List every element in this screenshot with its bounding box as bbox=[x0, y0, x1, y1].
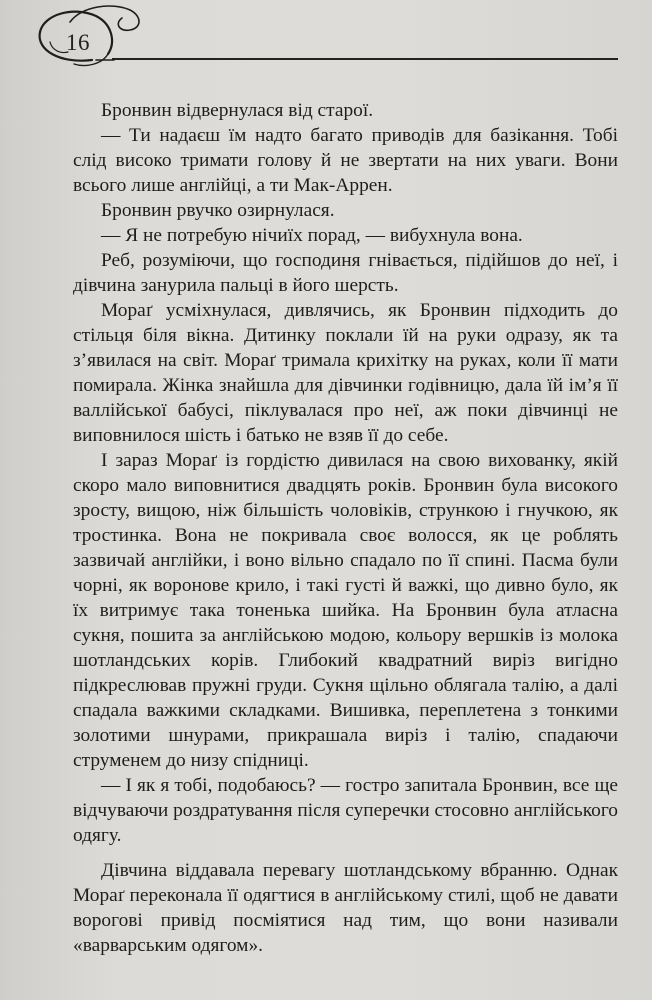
paragraph: Реб, розуміючи, що господиня гнівається, підійшов до неї, і дівчина занурила пальці в його шерсть. bbox=[73, 250, 618, 296]
paragraph: Бронвин відвернулася від старої. bbox=[101, 100, 374, 121]
paragraph: Мораґ усміхнулася, дивлячись, як Бронвин підходить до стільця біля вікна. Дитинку поклали їй на руки одразу, як та з’явилася на світ. Мораґ тримала крихітку на руках, коли її мати помирала. Жінка знайшла для дівчинки годівницю, дала їй ім’я її валлійської бабусі, піклувалася про неї, аж поки дівчинці не виповнилося шість і батько не взяв її до себе. bbox=[73, 300, 618, 446]
paragraph: — Ти надаєш їм надто багато приводів для базікання. Тобі слід високо тримати голову й не звертати на них уваги. Вони всього лише англійці, а ти Мак-Аррен. bbox=[73, 125, 618, 196]
page-number: 16 bbox=[66, 30, 90, 55]
paragraph: — Я не потребую нічиїх порад, — вибухнула вона. bbox=[101, 225, 523, 246]
body-text bbox=[73, 98, 618, 958]
paragraph: — І як я тобі, подобаюсь? — гостро запитала Бронвин, все ще відчуваючи роздратування після суперечки стосовно англійського одягу. bbox=[73, 775, 618, 846]
paragraph: Дівчина віддавала перевагу шотландському вбранню. Однак Мораґ переконала її одягтися в англійському стилі, щоб не давати ворогові привід посміятися над тим, що вони називали «варварським одягом». bbox=[73, 860, 618, 956]
page-header bbox=[0, 0, 652, 80]
paragraph: Бронвин рвучко озирнулася. bbox=[101, 200, 335, 221]
paragraph: І зараз Мораґ із гордістю дивилася на свою вихованку, якій скоро мало виповнитися двадцять років. Бронвин була високого зросту, вищою, ніж більшість чоловіків, стрункою і гнучкою, як тростинка. Вона не покривала своє волосся, як це роблять зазвичай англійки, і воно вільно спадало по її спині. Пасма були чорні, як воронове крило, і такі густі й важкі, що дивно було, як їх витримує така тоненька шийка. На Бронвин була атласна сукня, пошита за англійською модою, кольору вершків із молока шотландських корів. Глибокий квадратний виріз вигідно підкреслював пружні груди. Сукня щільно облягала талію, а далі спадала важкими складками. Вишивка, переплетена з тонкими золотими шнурами, прикрашала виріз і талію, спадаючи струменем до низу спідниці. bbox=[73, 450, 618, 771]
header-rule bbox=[112, 58, 618, 60]
ornament-flourish-icon bbox=[30, 2, 180, 72]
